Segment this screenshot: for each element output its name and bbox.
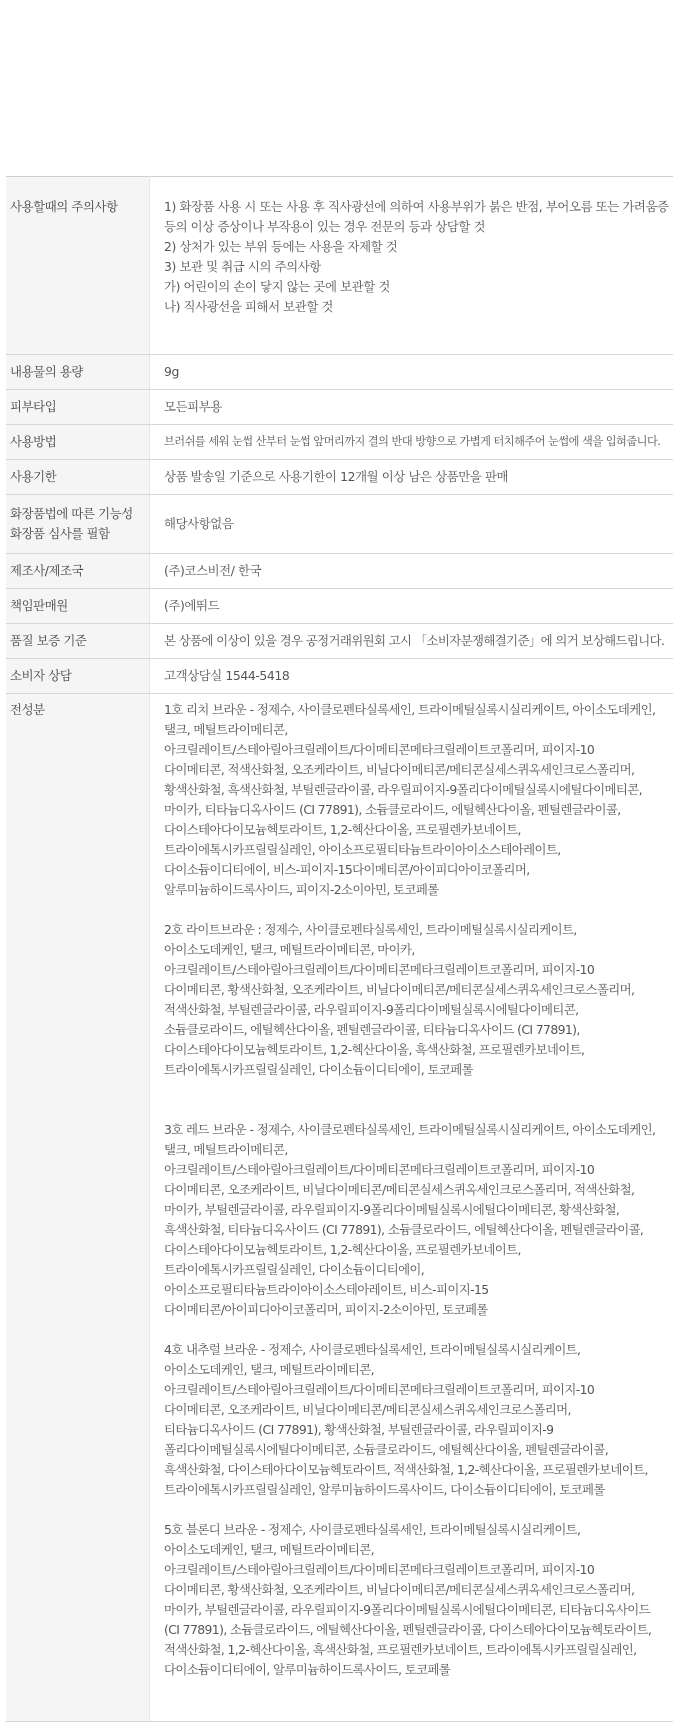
ingredient-line: 다이소듐이디티에이, 알루미늄하이드록사이드, 토코페롤 xyxy=(164,1662,451,1677)
ingredient-line: 트라이에톡시카프릴릴실레인, 아이소프로필티타늄트라이아이소스테아레이트, xyxy=(164,842,561,857)
row-volume xyxy=(6,355,673,390)
ingredient-line: 아이소도데케인, 탤크, 메틸트라이메티콘, 마이카, xyxy=(164,942,415,957)
label-usage: 사용방법 xyxy=(6,425,150,460)
ingredient-line: 다이메티콘, 오조케라이트, 비닐다이메티콘/메티콘실세스퀴옥세인크로스폴리머, xyxy=(164,1402,571,1417)
row-warranty xyxy=(6,624,673,659)
ingredient-line: (CI 77891), 소듐클로라이드, 에틸헥산다이올, 펜틸렌글라이콜, 다이스테아다이모늄헥토라이트, xyxy=(164,1622,652,1637)
ingredient-line: 트라이에톡시카프릴릴실레인, 다이소듐이디티에이, xyxy=(164,1262,425,1277)
caution-line: 가) 어린이의 손이 닿지 않는 곳에 보관할 것 xyxy=(164,279,390,294)
ingredient-line: 다이메티콘, 오조케라이트, 비닐다이메티콘/메티콘실세스퀴옥세인크로스폴리머, 적색산화철, xyxy=(164,1182,635,1197)
value-caution xyxy=(150,177,674,355)
label-expiry: 사용기한 xyxy=(6,460,150,495)
row-consultation xyxy=(6,659,673,694)
ingredients-shade-3 xyxy=(164,1120,667,1320)
ingredient-line: 알루미늄하이드록사이드, 피이지-2소이아민, 토코페롤 xyxy=(164,882,439,897)
label-consultation: 소비자 상담 xyxy=(6,659,150,694)
ingredient-line: 아크릴레이트/스테아릴아크릴레이트/다이메티콘메타크릴레이트코폴리머, 피이지-10 xyxy=(164,742,595,757)
label-functional-review-line2: 화장품 심사를 필함 xyxy=(10,526,110,541)
row-skin-type xyxy=(6,390,673,425)
label-caution: 사용할때의 주의사항 xyxy=(6,177,150,355)
value-consultation: 고객상담실 1544-5418 xyxy=(150,659,674,694)
row-seller xyxy=(6,589,673,624)
value-seller: (주)에뛰드 xyxy=(150,589,674,624)
ingredient-line: 다이메티콘, 황색산화철, 오조케라이트, 비닐다이메티콘/메티콘실세스퀴옥세인크로스폴리머, xyxy=(164,982,635,997)
ingredient-line: 다이스테아다이모늄헥토라이트, 1,2-헥산다이올, 프로필렌카보네이트, xyxy=(164,1242,521,1257)
ingredient-line: 5호 블론디 브라운 - 정제수, 사이클로펜타실록세인, 트라이메틸실록시실리케이트, xyxy=(164,1522,581,1537)
caution-line: 1) 화장품 사용 시 또는 사용 후 직사광선에 의하여 사용부위가 붉은 반점, 부어오름 또는 가려움증 xyxy=(164,199,669,214)
label-volume: 내용물의 용량 xyxy=(6,355,150,390)
ingredient-line: 아크릴레이트/스테아릴아크릴레이트/다이메티콘메타크릴레이트코폴리머, 피이지-10 xyxy=(164,962,595,977)
ingredient-line: 1호 리치 브라운 - 정제수, 사이클로펜타실록세인, 트라이메틸실록시실리케이트, 아이소도데케인, xyxy=(164,702,656,717)
ingredient-line: 탤크, 메틸트라이메티콘, xyxy=(164,722,288,737)
value-usage: 브러쉬를 세워 눈썹 산부터 눈썹 앞머리까지 결의 반대 방향으로 가볍게 터치해주어 눈썹에 색을 입혀줍니다. xyxy=(150,425,674,460)
caution-line: 등의 이상 증상이나 부작용이 있는 경우 전문의 등과 상담할 것 xyxy=(164,219,486,234)
product-info-table xyxy=(6,176,673,1722)
caution-line: 3) 보관 및 취급 시의 주의사항 xyxy=(164,259,321,274)
label-functional-review-line1: 화장품법에 따른 기능성 xyxy=(10,506,133,521)
label-manufacturer: 제조사/제조국 xyxy=(6,554,150,589)
ingredient-line: 다이스테아다이모늄헥토라이트, 1,2-헥산다이올, 프로필렌카보네이트, xyxy=(164,822,521,837)
value-expiry: 상품 발송일 기준으로 사용기한이 12개월 이상 남은 상품만을 판매 xyxy=(150,460,674,495)
ingredient-line: 다이메티콘, 황색산화철, 오조케라이트, 비닐다이메티콘/메티콘실세스퀴옥세인크로스폴리머, xyxy=(164,1582,635,1597)
ingredient-line: 3호 레드 브라운 - 정제수, 사이클로펜타실록세인, 트라이메틸실록시실리케이트, 아이소도데케인, xyxy=(164,1122,656,1137)
value-ingredients xyxy=(150,694,674,1722)
ingredient-line: 적색산화철, 부틸렌글라이콜, 라우릴피이지-9폴리다이메틸실록시에틸다이메티콘, xyxy=(164,1002,579,1017)
ingredient-line: 아크릴레이트/스테아릴아크릴레이트/다이메티콘메타크릴레이트코폴리머, 피이지-10 xyxy=(164,1562,595,1577)
row-ingredients xyxy=(6,694,673,1722)
ingredient-line: 다이스테아다이모늄헥토라이트, 1,2-헥산다이올, 흑색산화철, 프로필렌카보네이트, xyxy=(164,1042,585,1057)
ingredients-shade-2 xyxy=(164,920,667,1080)
ingredient-line: 아이소도데케인, 탤크, 메틸트라이메티콘, xyxy=(164,1542,374,1557)
ingredient-line: 마이카, 티타늄디옥사이드 (CI 77891), 소듐클로라이드, 에틸헥산다이올, 펜틸렌글라이콜, xyxy=(164,802,621,817)
value-functional-review: 해당사항없음 xyxy=(150,495,674,554)
ingredient-line: 탤크, 메틸트라이메티콘, xyxy=(164,1142,288,1157)
label-ingredients: 전성분 xyxy=(6,694,150,1722)
ingredient-line: 마이카, 부틸렌글라이콜, 라우릴피이지-9폴리다이메틸실록시에틸다이메티콘, 티타늄디옥사이드 xyxy=(164,1602,650,1617)
ingredient-line: 2호 라이트브라운 : 정제수, 사이클로펜타실록세인, 트라이메틸실록시실리케이트, xyxy=(164,922,577,937)
label-warranty: 품질 보증 기준 xyxy=(6,624,150,659)
ingredient-line: 트라이에톡시카프릴릴실레인, 다이소듐이디티에이, 토코페롤 xyxy=(164,1062,473,1077)
value-skin-type: 모든피부용 xyxy=(150,390,674,425)
value-warranty: 본 상품에 이상이 있을 경우 공정거래위원회 고시 「소비자분쟁해결기준」에 의거 보상해드립니다. xyxy=(150,624,674,659)
ingredient-line: 아크릴레이트/스테아릴아크릴레이트/다이메티콘메타크릴레이트코폴리머, 피이지-10 xyxy=(164,1162,595,1177)
ingredient-line: 다이메티콘/아이피디아이코폴리머, 피이지-2소이아민, 토코페롤 xyxy=(164,1302,488,1317)
ingredient-line: 아크릴레이트/스테아릴아크릴레이트/다이메티콘메타크릴레이트코폴리머, 피이지-10 xyxy=(164,1382,595,1397)
row-caution xyxy=(6,177,673,355)
ingredient-line: 트라이에톡시카프릴릴실레인, 알루미늄하이드록사이드, 다이소듐이디티에이, 토코페롤 xyxy=(164,1482,605,1497)
ingredient-line: 아이소프로필티타늄트라이아이소스테아레이트, 비스-피이지-15 xyxy=(164,1282,489,1297)
label-skin-type: 피부타입 xyxy=(6,390,150,425)
ingredients-shade-4 xyxy=(164,1340,667,1500)
ingredient-line: 마이카, 부틸렌글라이콜, 라우릴피이지-9폴리다이메틸실록시에틸다이메티콘, 황색산화철, xyxy=(164,1202,620,1217)
ingredient-line: 소듐클로라이드, 에틸헥산다이올, 펜틸렌글라이콜, 티타늄디옥사이드 (CI 77891), xyxy=(164,1022,580,1037)
ingredient-line: 다이소듐이디티에이, 비스-피이지-15다이메티콘/아이피디아이코폴리머, xyxy=(164,862,530,877)
ingredient-line: 폴리다이메틸실록시에틸다이메티콘, 소듐클로라이드, 에틸헥산다이올, 펜틸렌글라이콜, xyxy=(164,1442,609,1457)
ingredient-line: 적색산화철, 1,2-헥산다이올, 흑색산화철, 프로필렌카보네이트, 트라이에톡시카프릴릴실레인, xyxy=(164,1642,637,1657)
ingredient-line: 티타늄디옥사이드 (CI 77891), 황색산화철, 부틸렌글라이콜, 라우릴피이지-9 xyxy=(164,1422,554,1437)
value-manufacturer: (주)코스비전/ 한국 xyxy=(150,554,674,589)
caution-line: 나) 직사광선을 피해서 보관할 것 xyxy=(164,299,333,314)
ingredient-line: 흑색산화철, 티타늄디옥사이드 (CI 77891), 소듐클로라이드, 에틸헥산다이올, 펜틸렌글라이콜, xyxy=(164,1222,644,1237)
ingredients-shade-5 xyxy=(164,1520,667,1680)
row-expiry xyxy=(6,460,673,495)
label-seller: 책임판매원 xyxy=(6,589,150,624)
ingredients-shade-1 xyxy=(164,700,667,900)
caution-line: 2) 상처가 있는 부위 등에는 사용을 자제할 것 xyxy=(164,239,398,254)
ingredient-line: 아이소도데케인, 탤크, 메틸트라이메티콘, xyxy=(164,1362,374,1377)
ingredient-line: 황색산화철, 흑색산화철, 부틸렌글라이콜, 라우릴피이지-9폴리다이메틸실록시에틸다이메티콘, xyxy=(164,782,642,797)
ingredient-line: 다이메티콘, 적색산화철, 오조케라이트, 비닐다이메티콘/메티콘실세스퀴옥세인크로스폴리머, xyxy=(164,762,635,777)
value-volume: 9g xyxy=(150,355,674,390)
row-manufacturer xyxy=(6,554,673,589)
ingredient-line: 4호 내추럴 브라운 - 정제수, 사이클로펜타실록세인, 트라이메틸실록시실리케이트, xyxy=(164,1342,581,1357)
ingredient-line: 흑색산화철, 다이스테아다이모늄헥토라이트, 적색산화철, 1,2-헥산다이올, 프로필렌카보네이트, xyxy=(164,1462,648,1477)
row-functional-review xyxy=(6,495,673,554)
label-functional-review xyxy=(6,495,150,554)
row-usage xyxy=(6,425,673,460)
